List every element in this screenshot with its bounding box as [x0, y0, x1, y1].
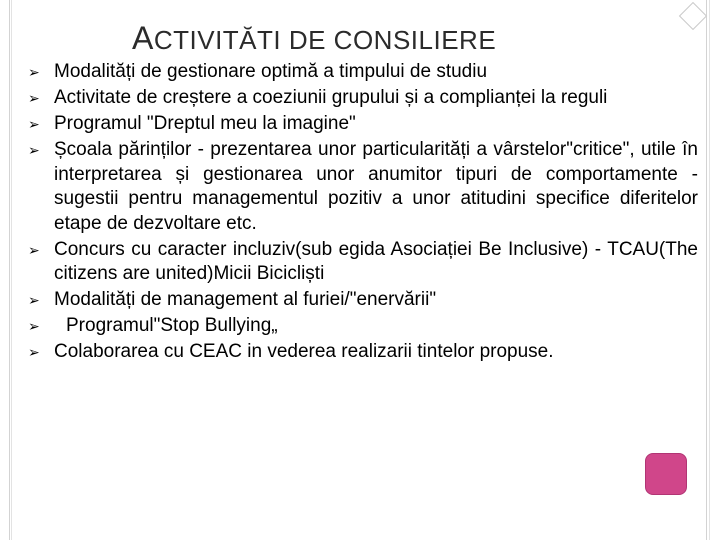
list-item-text: Școala părinților - prezentarea unor particularități a vârstelor"critice", utile în interpretarea și gestionarea unor anumitor tipuri de comportamente - sugestii pentru managementul pozitiv a unor atitudini specifice diferitelor etape de dezvoltare etc. — [54, 139, 698, 234]
list-item-text: Concurs cu caracter incluziv(sub egida Asociației Be Inclusive) - TCAU(The citizens are united)Micii Bicicliști — [54, 238, 698, 284]
list-item — [26, 314, 698, 339]
list-item — [26, 112, 698, 137]
list-item-text: Modalități de gestionare optimă a timpului de studiu — [54, 61, 488, 82]
left-border-line-inner — [11, 0, 12, 540]
list-item — [26, 60, 698, 85]
diamond-ornament-icon — [679, 2, 707, 30]
bullet-list — [26, 60, 698, 365]
right-border-line — [706, 0, 707, 540]
list-item-text: Activitate de creștere a coeziunii grupului și a complianței la reguli — [54, 87, 608, 108]
arrow-bullet-icon: ➢ — [28, 64, 40, 80]
arrow-bullet-icon: ➢ — [28, 90, 40, 106]
list-item-text: Colaborarea cu CEAC in vederea realizarii tintelor propuse. — [54, 341, 554, 362]
slide-title-initial: A — [132, 20, 154, 56]
list-item — [26, 86, 698, 111]
arrow-bullet-icon: ➢ — [28, 318, 40, 334]
list-item-text: Programul "Dreptul meu la imagine" — [54, 113, 356, 134]
slide-title — [132, 18, 592, 58]
arrow-bullet-icon: ➢ — [28, 116, 40, 132]
list-item-text: Programul"Stop Bullying„ — [66, 315, 278, 336]
list-item — [26, 340, 698, 365]
right-border-line-inner — [709, 0, 710, 540]
arrow-bullet-icon: ➢ — [28, 344, 40, 360]
list-item — [26, 138, 698, 236]
corner-accent-box — [645, 453, 687, 495]
list-item — [26, 288, 698, 313]
left-border-line — [9, 0, 10, 540]
arrow-bullet-icon: ➢ — [28, 292, 40, 308]
list-item-text: Modalități de management al furiei/"enervării" — [54, 289, 437, 310]
slide-title-rest: CTIVITĂTI DE CONSILIERE — [153, 25, 497, 55]
arrow-bullet-icon: ➢ — [28, 241, 40, 258]
list-item — [26, 238, 698, 287]
arrow-bullet-icon: ➢ — [28, 142, 40, 158]
